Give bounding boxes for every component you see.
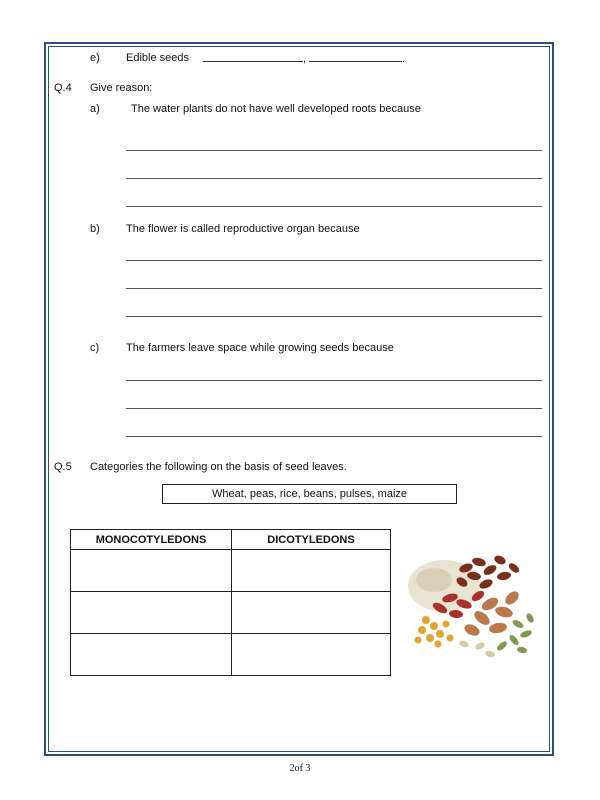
q3-item-e-label: e) [90, 52, 100, 64]
blank-separator: , [303, 53, 307, 65]
answer-line[interactable] [126, 380, 542, 381]
answer-line[interactable] [126, 260, 542, 261]
answer-line[interactable] [126, 178, 542, 179]
table-cell[interactable] [71, 550, 232, 592]
answer-line[interactable] [126, 436, 542, 437]
q4-item-a-label: a) [90, 103, 100, 115]
table-row [71, 592, 391, 634]
q3-item-e-blanks [203, 52, 405, 66]
classification-table [70, 529, 391, 676]
answer-line[interactable] [126, 150, 542, 151]
answer-line[interactable] [126, 288, 542, 289]
q4-item-b-text: The flower is called reproductive organ because [126, 223, 360, 235]
table-row [71, 634, 391, 676]
header-dicotyledons: DICOTYLEDONS [232, 530, 391, 550]
table-cell[interactable] [71, 634, 232, 676]
answer-line[interactable] [126, 206, 542, 207]
q5-number: Q.5 [54, 461, 72, 473]
mixed-seeds-photo [404, 546, 538, 670]
q4-title: Give reason: [90, 82, 153, 94]
q4-item-a-text: The water plants do not have well developed roots because [131, 103, 421, 115]
answer-blank-2[interactable] [309, 52, 402, 62]
table-cell[interactable] [71, 592, 232, 634]
table-cell[interactable] [232, 550, 391, 592]
answer-line[interactable] [126, 408, 542, 409]
blank-end: . [402, 53, 406, 65]
page-number: 2of 3 [289, 763, 311, 774]
q4-item-b-label: b) [90, 223, 100, 235]
answer-line[interactable] [126, 316, 542, 317]
table-cell[interactable] [232, 592, 391, 634]
answer-blank-1[interactable] [203, 52, 303, 62]
q5-title: Categories the following on the basis of seed leaves. [90, 461, 347, 473]
header-monocotyledons: MONOCOTYLEDONS [71, 530, 232, 550]
table-row [71, 550, 391, 592]
word-list-box: Wheat, peas, rice, beans, pulses, maize [162, 484, 457, 504]
q4-number: Q.4 [54, 82, 72, 94]
q4-item-c-label: c) [90, 342, 100, 354]
table-cell[interactable] [232, 634, 391, 676]
q3-item-e-text: Edible seeds [126, 52, 189, 64]
q4-item-c-text: The farmers leave space while growing seeds because [126, 342, 394, 354]
